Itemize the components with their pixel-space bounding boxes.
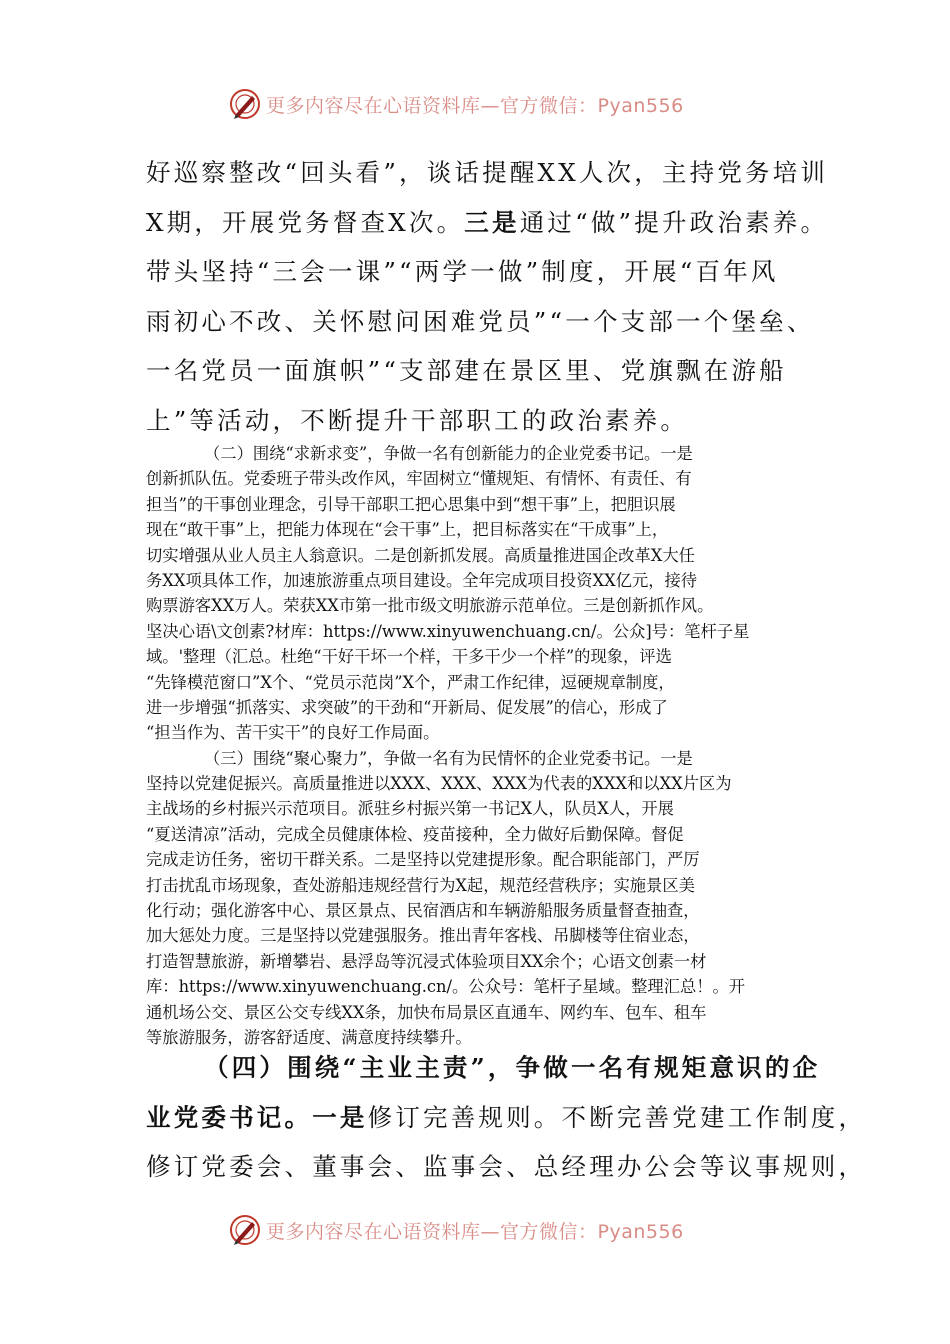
text-line: 等旅游服务，游客舒适度、满意度持续攀升。 [146, 1027, 472, 1047]
section-3-heading: （三）围绕“聚心聚力”，争做一名有为民情怀的企业党委书记。一是 [204, 748, 693, 768]
text-line: 进一步增强“抓落实、求突破”的干劲和“开新局、促发展”的信心，形成了 [146, 697, 668, 717]
text-line: 一名党员一面旗帜”“支部建在景区里、党旗飘在游船 [146, 356, 787, 385]
upper-paragraph [146, 148, 829, 445]
text-line: 修订党委会、董事会、监事会、总经理办公会等议事规则， [146, 1152, 867, 1181]
bold-lead: 三是 [464, 207, 520, 237]
text-line: 化行动；强化游客中心、景区景点、民宿酒店和车辆游船服务质量督查抽查， [146, 901, 700, 921]
text-line: 域。'整理（汇总。杜绝“干好干坏一个样，干多干少一个样”的现象，评选 [146, 647, 672, 667]
watermark-text: 更多内容尽在心语资料库—官方微信：Pyan556 [266, 94, 684, 117]
text-line: 库：https://www.xinyuwenchuang.cn/。公众号：笔杆子星域。整理汇总！。开 [146, 977, 746, 997]
text-line: 购票游客XX万人。荣获XX市第一批市级文明旅游示范单位。三是创新抓作风。 [146, 596, 714, 616]
text-line: 担当”的干事创业理念，引导干部职工把心思集中到“想干事”上，把胆识展 [146, 494, 676, 514]
text-line: 业党委书记。一是修订完善规则。不断完善党建工作制度， [146, 1102, 867, 1132]
text-line: 完成走访任务，密切干群关系。二是坚持以党建提形象。配合职能部门，严厉 [146, 850, 700, 870]
text-line: “担当作为、苦干实干”的良好工作局面。 [146, 723, 440, 743]
watermark-footer [228, 1210, 684, 1250]
watermark-header [228, 84, 684, 124]
bold-lead: 业党委书记。一是 [146, 1102, 368, 1132]
text-line: 务XX项具体工作，加速旅游重点项目建设。全年完成项目投资XX亿元，接待 [146, 570, 698, 590]
text-line: 现在“敢干事”上，把能力体现在“会干事”上，把目标落实在“干成事”上， [146, 520, 669, 540]
text-line: 坚持以党建促振兴。高质量推进以XXX、XXX、XXX为代表的XXX和以XX片区为 [146, 774, 732, 794]
text-line: 通机场公交、景区公交专线XX条，加快布局景区直通车、网约车、包车、租车 [146, 1002, 707, 1022]
text-line: 创新抓队伍。党委班子带头改作风，牢固树立“懂规矩、有情怀、有责任、有 [146, 469, 692, 489]
text-line: 带头坚持“三会一课”“两学一做”制度，开展“百年风 [146, 257, 779, 286]
small-text-sections [146, 441, 811, 1050]
text-line: X期，开展党务督查X次。三是通过“做”提升政治素养。 [146, 207, 829, 237]
text-line: “夏送清凉”活动，完成全员健康体检、疫苗接种，全力做好后勤保障。督促 [146, 824, 684, 844]
watermark-text: 更多内容尽在心语资料库—官方微信：Pyan556 [266, 1220, 684, 1243]
text-line: 打击扰乱市场现象，查处游船违规经营行为X起，规范经营秩序；实施景区美 [146, 875, 695, 895]
text-line: 打造智慧旅游，新增攀岩、悬浮岛等沉浸式体验项目XX余个；心语文创素一材 [146, 951, 707, 971]
text-line: 好巡察整改“回头看”，谈话提醒XX人次，主持党务培训 [146, 158, 829, 187]
text-line: 主战场的乡村振兴示范项目。派驻乡村振兴第一书记X人，队员X人，开展 [146, 799, 674, 819]
text-line: 切实增强从业人员主人翁意识。二是创新抓发展。高质量推进国企改革X大任 [146, 545, 695, 565]
text-line: “先锋模范窗口”X个、“党员示范岗”X个，严肃工作纪律，逗硬规章制度， [146, 672, 675, 692]
text-line: 加大惩处力度。三是坚持以党建强服务。推出青年客栈、吊脚楼等住宿业态， [146, 926, 700, 946]
pen-logo-icon [228, 87, 262, 121]
section-4-paragraph [146, 1043, 867, 1192]
text-line: 上”等活动，不断提升干部职工的政治素养。 [146, 405, 689, 435]
text-line: 坚决心语\文创素?材库：https://www.xinyuwenchuang.cn/。公众]号：笔杆子星 [146, 621, 750, 641]
pen-logo-icon [228, 1213, 262, 1247]
section-2-heading: （二）围绕“求新求变”，争做一名有创新能力的企业党委书记。一是 [204, 444, 693, 463]
section-4-heading: （四）围绕“主业主责”，争做一名有规矩意识的企 [204, 1053, 821, 1082]
text-line: 雨初心不改、关怀慰问困难党员”“一个支部一个堡垒、 [146, 306, 815, 336]
